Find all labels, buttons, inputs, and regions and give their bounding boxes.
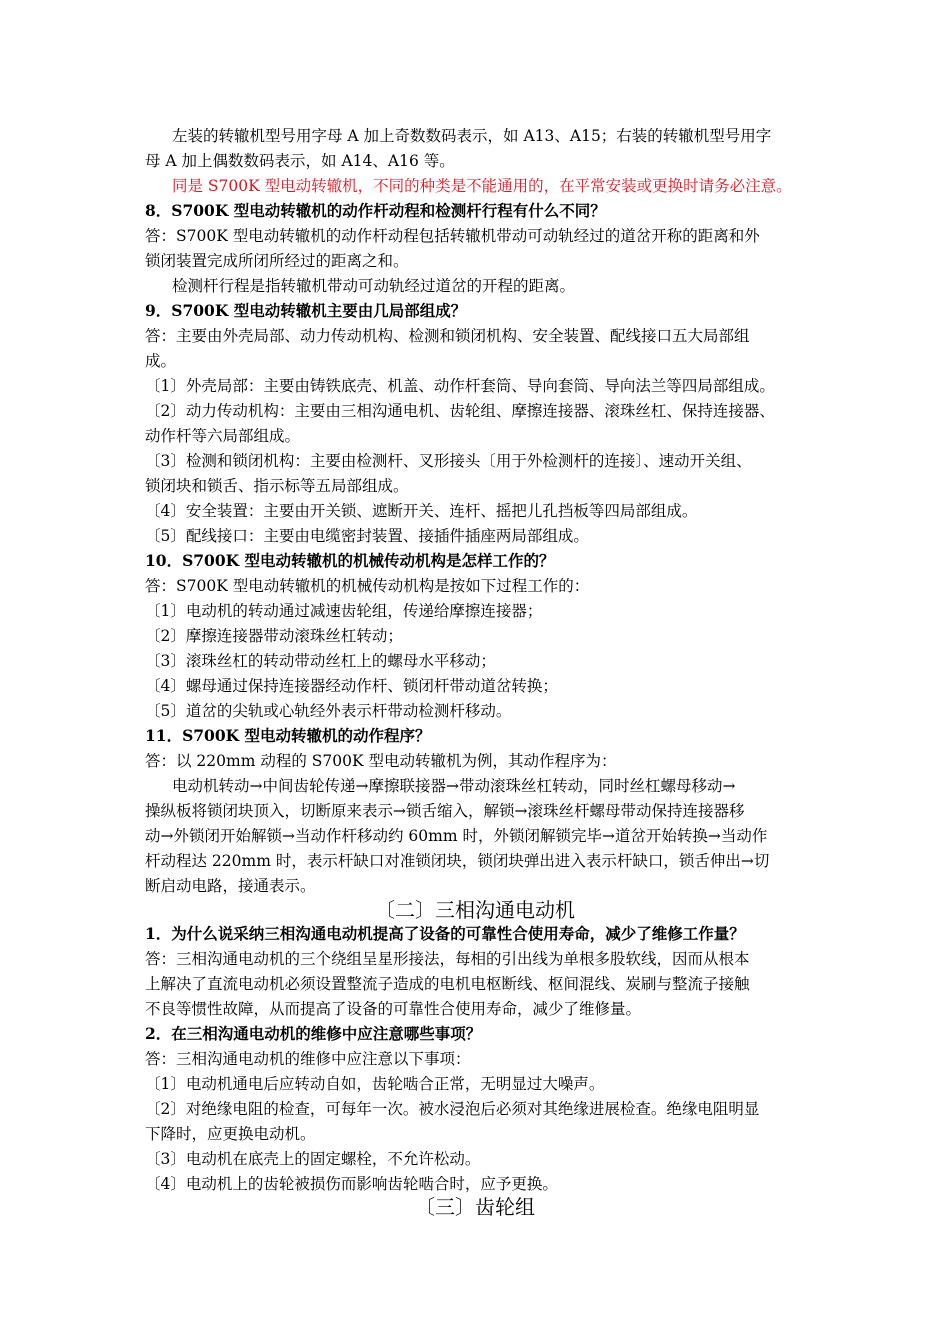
- text-line: 成。: [145, 352, 177, 370]
- text-line: 下降时，应更换电动机。: [145, 1125, 316, 1143]
- question-heading: 1．为什么说采纳三相沟通电动机提高了设备的可靠性合使用寿命，减少了维修工作量？: [145, 924, 745, 943]
- text-line: 锁闭块和锁舌、指示标等五局部组成。: [145, 477, 409, 495]
- list-item: 〔4〕电动机上的齿轮被损伤而影响齿轮啮合时，应予更换。: [145, 1175, 558, 1193]
- question-heading: 11．S700K 型电动转辙机的动作程序？: [145, 726, 431, 745]
- section-heading: 〔三〕齿轮组: [415, 1195, 535, 1219]
- text-line: 上解决了直流电动机必须设置整流子造成的电机电枢断线、枢间混线、炭刷与整流子接触: [145, 975, 750, 993]
- text-line: 动作杆等六局部组成。: [145, 427, 301, 445]
- answer-line: 答：三相沟通电动机的维修中应注意以下事项：: [145, 1050, 471, 1068]
- list-item: 〔3〕检测和锁闭机构：主要由检测杆、叉形接头〔用于外检测杆的连接〕、速动开关组、: [145, 452, 752, 470]
- question-heading: 2．在三相沟通电动机的维修中应注意哪些事项？: [145, 1024, 482, 1043]
- warning-line: 同是 S700K 型电动转辙机，不同的种类是不能通用的，在平常安装或更换时请务必注意。: [172, 177, 792, 195]
- list-item: 〔2〕动力传动机构：主要由三相沟通电机、齿轮组、摩擦连接器、滚珠丝杠、保持连接器、: [145, 402, 775, 420]
- text-line: 锁闭装置完成所闭所经过的距离之和。: [145, 252, 409, 270]
- list-item: 〔5〕道岔的尖轨或心轨经外表示杆带动检测杆移动。: [145, 702, 512, 720]
- list-item: 〔2〕摩擦连接器带动滚珠丝杠转动；: [145, 627, 403, 645]
- question-heading: 10．S700K 型电动转辙机的机械传动机构是怎样工作的？: [145, 551, 555, 570]
- question-heading: 8．S700K 型电动转辙机的动作杆动程和检测杆行程有什么不同？: [145, 201, 606, 220]
- answer-line: 答：S700K 型电动转辙机的动作杆动程包括转辙机带动可动轨经过的道岔开称的距离和外: [145, 227, 760, 245]
- answer-line: 答：以 220mm 动程的 S700K 型电动转辙机为例，其动作程序为：: [145, 752, 617, 770]
- answer-line: 答：主要由外壳局部、动力传动机构、检测和锁闭机构、安全装置、配线接口五大局部组: [145, 327, 750, 345]
- section-heading: 〔二〕三相沟通电动机: [375, 898, 575, 922]
- list-item: 〔1〕外壳局部：主要由铸铁底壳、机盖、动作杆套筒、导向套筒、导向法兰等四局部组成。: [145, 377, 775, 395]
- list-item: 〔5〕配线接口：主要由电缆密封装置、接插件插座两局部组成。: [145, 527, 589, 545]
- list-item: 〔1〕电动机的转动通过减速齿轮组，传递给摩擦连接器；: [145, 602, 543, 620]
- text-line: 操纵板将锁闭块顶入，切断原来表示→锁舌缩入，解锁→滚珠丝杆螺母带动保持连接器移: [145, 802, 745, 820]
- list-item: 〔1〕电动机通电后应转动自如，齿轮啮合正常，无明显过大噪声。: [145, 1075, 605, 1093]
- list-item: 〔3〕电动机在底壳上的固定螺栓，不允许松动。: [145, 1150, 481, 1168]
- text-line: 断启动电路，接通表示。: [145, 877, 316, 895]
- list-item: 〔2〕对绝缘电阻的检查，可每年一次。被水浸泡后必须对其绝缘进展检查。绝缘电阻明显: [145, 1100, 760, 1118]
- question-heading: 9．S700K 型电动转辙机主要由几局部组成？: [145, 301, 467, 320]
- text-line: 不良等惯性故障，从而提高了设备的可靠性合使用寿命，减少了维修量。: [145, 1000, 642, 1018]
- text-line: 电动机转动→中间齿轮传递→摩擦联接器→带动滚珠丝杠转动，同时丝杠螺母移动→: [172, 777, 736, 795]
- text-line: 左装的转辙机型号用字母 A 加上奇数数码表示，如 A13、A15；右装的转辙机型号用字: [172, 127, 772, 145]
- list-item: 〔4〕螺母通过保持连接器经动作杆、锁闭杆带动道岔转换；: [145, 677, 558, 695]
- text-line: 杆动程达 220mm 时，表示杆缺口对准锁闭块，锁闭块弹出进入表示杆缺口，锁舌伸出→切: [145, 852, 770, 870]
- answer-line: 答：三相沟通电动机的三个绕组呈星形接法，每相的引出线为单根多股软线，因而从根本: [145, 950, 750, 968]
- list-item: 〔3〕滚珠丝杠的转动带动丝杠上的螺母水平移动；: [145, 652, 496, 670]
- text-line: 检测杆行程是指转辙机带动可动轨经过道岔的开程的距离。: [172, 277, 576, 295]
- answer-line: 答：S700K 型电动转辙机的机械传动机构是按如下过程工作的：: [145, 577, 590, 595]
- text-line: 母 A 加上偶数数码表示，如 A14、A16 等。: [145, 152, 455, 170]
- text-line: 动→外锁闭开始解锁→当动作杆移动约 60mm 时，外锁闭解锁完毕→道岔开始转换→当动作: [145, 827, 768, 845]
- list-item: 〔4〕安全装置：主要由开关锁、遮断开关、连杆、摇把儿孔挡板等四局部组成。: [145, 502, 698, 520]
